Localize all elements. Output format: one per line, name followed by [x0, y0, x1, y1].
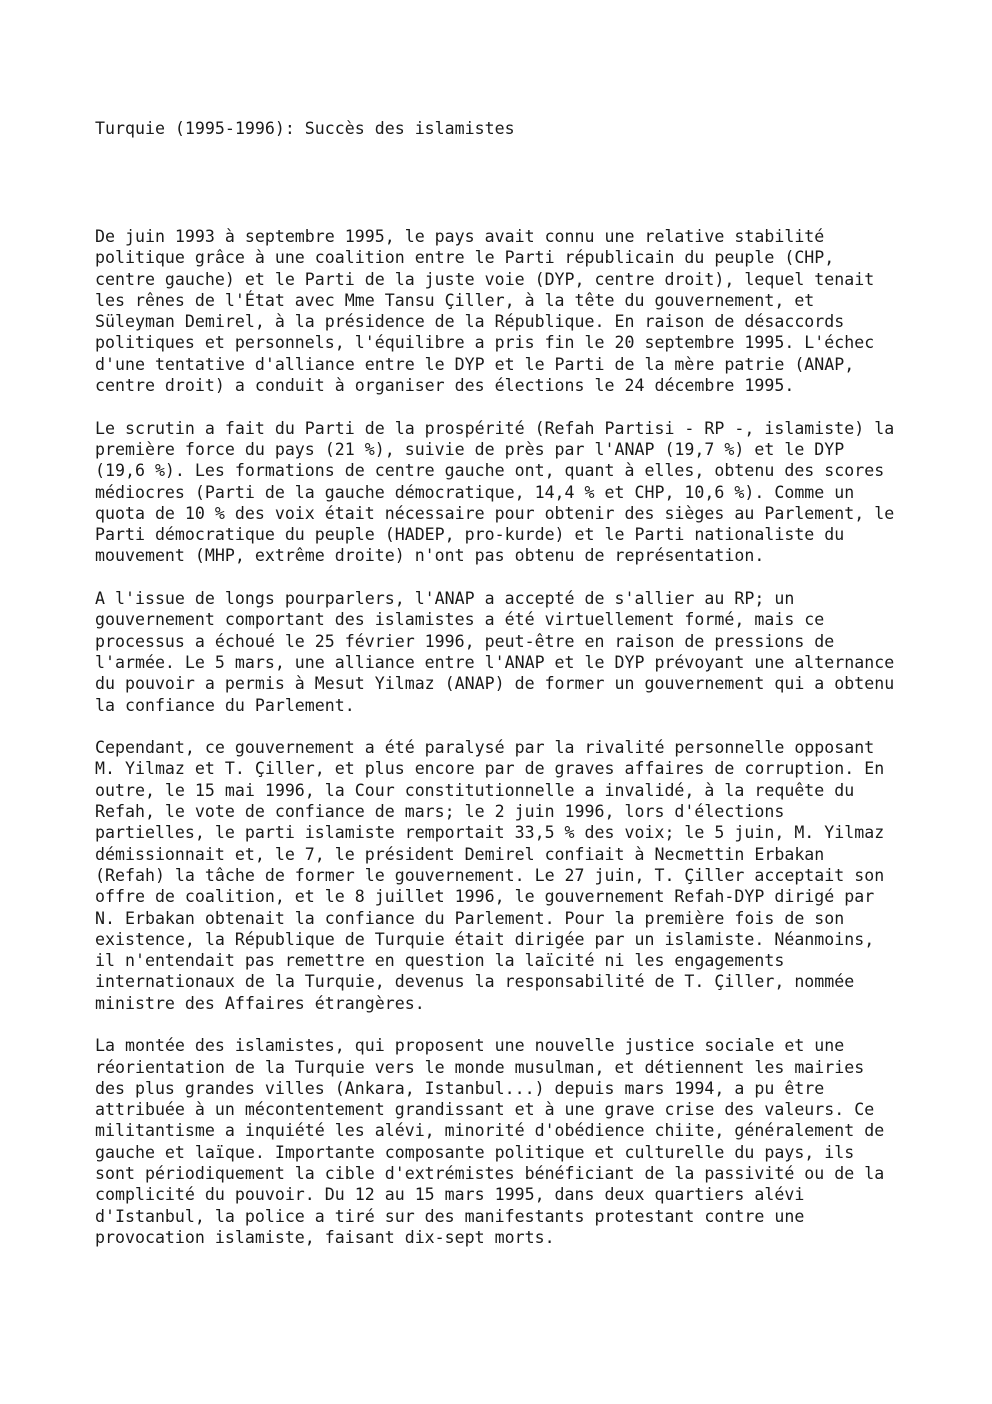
paragraph-3: A l'issue de longs pourparlers, l'ANAP a accepté de s'allier au RP; un gouvernement comportant des islamistes a été virtuellement formé, mais ce processus a échoué le 25 février 1996, peut-être en raison de pressions de l'armée. Le 5 mars, une alliance entre l'ANAP et le DYP prévoyant une alternance du pouvoir a permis à Mesut Yilmaz (ANAP) de former un gouvernement qui a obtenu la confiance du Parlement. [95, 589, 895, 715]
document-body [95, 226, 975, 1270]
paragraph-1: De juin 1993 à septembre 1995, le pays avait connu une relative stabilité politique grâce à une coalition entre le Parti républicain du peuple (CHP, centre gauche) et le Parti de la juste voie (DYP, centre droit), lequel tenait les rênes de l'État avec Mme Tansu Çiller, à la tête du gouvernement, et Süleyman Demirel, à la présidence de la République. En raison de désaccords politiques et personnels, l'équilibre a pris fin le 20 septembre 1995. L'échec d'une tentative d'alliance entre le DYP et le Parti de la mère patrie (ANAP, centre droit) a conduit à organiser des élections le 24 décembre 1995. [95, 227, 875, 396]
paragraph-5: La montée des islamistes, qui proposent une nouvelle justice sociale et une réorientation de la Turquie vers le monde musulman, et détiennent les mairies des plus grandes villes (Ankara, Istanbul...) depuis mars 1994, a pu être attribuée à un mécontentement grandissant et à une grave crise des valeurs. Ce militantisme a inquiété les alévi, minorité d'obédience chiite, généralement de gauche et laïque. Importante composante politique et culturelle du pays, ils sont périodiquement la cible d'extrémistes bénéficiant de la passivité ou de la complicité du pouvoir. Du 12 au 15 mars 1995, dans deux quartiers alévi d'Istanbul, la police a tiré sur des manifestants protestant contre une provocation islamiste, faisant dix-sept morts. [95, 1036, 885, 1247]
paragraph-4: Cependant, ce gouvernement a été paralysé par la rivalité personnelle opposant M. Yilmaz et T. Çiller, et plus encore par de graves affaires de corruption. En outre, le 15 mai 1996, la Cour constitutionnelle a invalidé, à la requête du Refah, le vote de confiance de mars; le 2 juin 1996, lors d'élections partielles, le parti islamiste remportait 33,5 % des voix; le 5 juin, M. Yilmaz démissionnait et, le 7, le président Demirel confiait à Necmettin Erbakan (Refah) la tâche de former le gouvernement. Le 27 juin, T. Çiller acceptait son offre de coalition, et le 8 juillet 1996, le gouvernement Refah-DYP dirigé par N. Erbakan obtenait la confiance du Parlement. Pour la première fois de son existence, la République de Turquie était dirigée par un islamiste. Néanmoins, il n'entendait pas remettre en question la laïcité ni les engagements internationaux de la Turquie, devenus la responsabilité de T. Çiller, nommée ministre des Affaires étrangères. [95, 738, 885, 1013]
page-title: Turquie (1995-1996): Succès des islamistes [95, 119, 515, 138]
paragraph-2: Le scrutin a fait du Parti de la prospérité (Refah Partisi - RP -, islamiste) la première force du pays (21 %), suivie de près par l'ANAP (19,7 %) et le DYP (19,6 %). Les formations de centre gauche ont, quant à elles, obtenu des scores médiocres (Parti de la gauche démocratique, 14,4 % et CHP, 10,6 %). Comme un quota de 10 % des voix était nécessaire pour obtenir des sièges au Parlement, le Parti démocratique du peuple (HADEP, pro-kurde) et le Parti nationaliste du mouvement (MHP, extrême droite) n'ont pas obtenu de représentation. [95, 418, 895, 566]
